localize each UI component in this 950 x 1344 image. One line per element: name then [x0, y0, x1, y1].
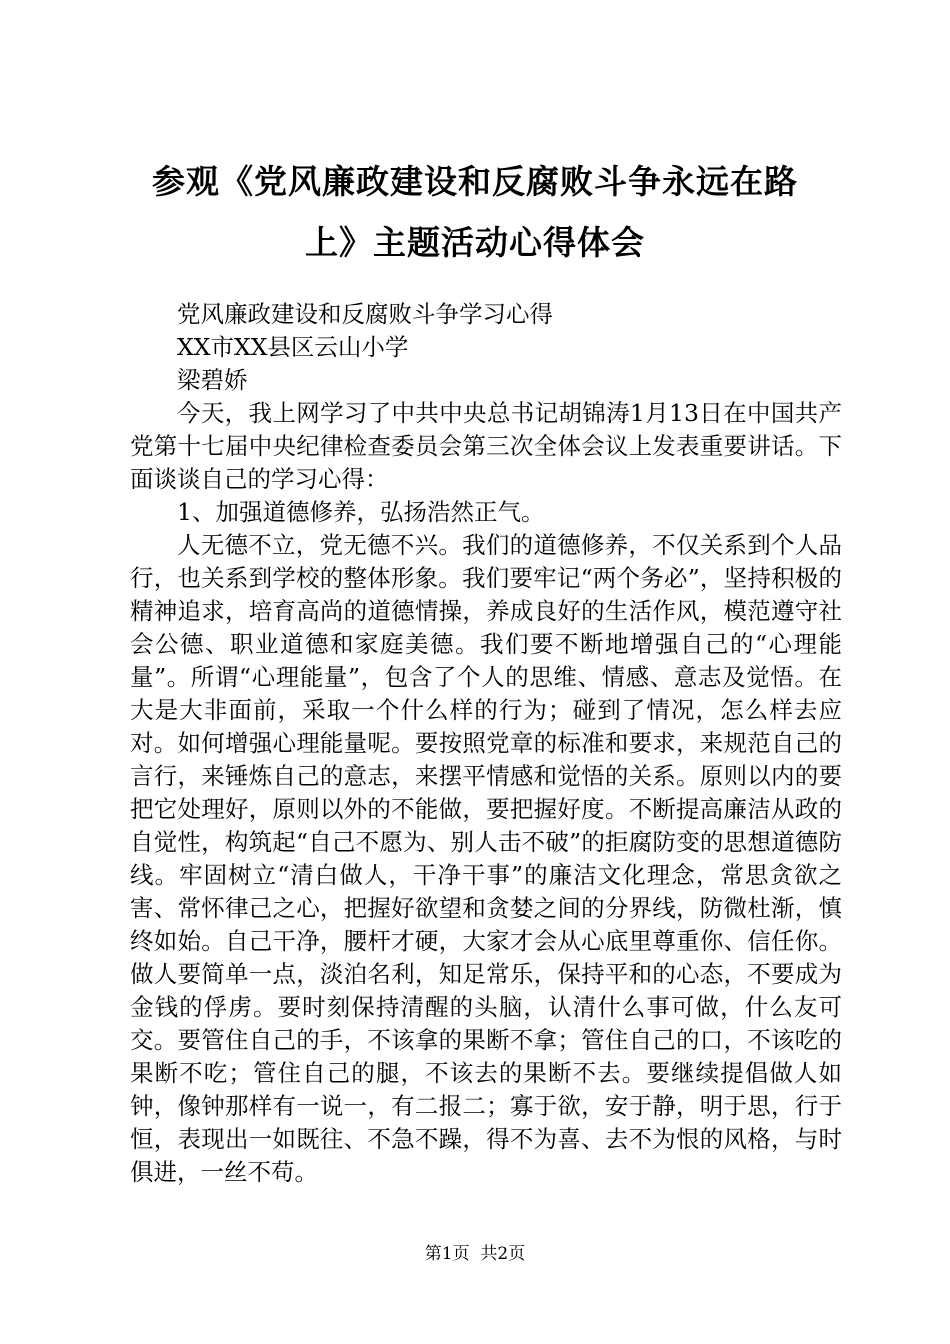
page-footer: 第1页 共2页	[424, 1244, 526, 1264]
document-body	[130, 298, 842, 1189]
school-name: XX市XX县区云山小学	[177, 333, 409, 361]
document-title-line-2: 上》主题活动心得体会	[305, 223, 645, 262]
document-title-line-1: 参观《党风廉政建设和反腐败斗争永远在路	[152, 162, 798, 201]
section-heading: 1、加强道德修养，弘扬浩然正气。	[177, 498, 545, 526]
document-subtitle: 党风廉政建设和反腐败斗争学习心得	[177, 300, 553, 328]
author-name: 梁碧娇	[177, 366, 248, 394]
paragraph-intro: 今天，我上网学习了中共中央总书记胡锦涛1月13日在中国共产党第十七届中央纪律检查委员会第三次全体会议上发表重要讲话。下面谈谈自己的学习心得：	[130, 399, 842, 493]
paragraph-main: 人无德不立，党无德不兴。我们的道德修养，不仅关系到个人品行，也关系到学校的整体形象。我们要牢记“两个务必”，坚持积极的精神追求，培育高尚的道德情操，养成良好的生活作风，模范遵守社会公德、职业道德和家庭美德。我们要不断地增强自己的“心理能量”。所谓“心理能量”，包含了个人的思维、情感、意志及觉悟。在大是大非面前，采取一个什么样的行为；碰到了情况，怎么样去应对。如何增强心理能量呢。要按照党章的标准和要求，来规范自己的言行，来锤炼自己的意志，来摆平情感和觉悟的关系。原则以内的要把它处理好，原则以外的不能做，要把握好度。不断提高廉洁从政的自觉性，构筑起“自己不愿为、别人击不破”的拒腐防变的思想道德防线。牢固树立“清白做人，干净干事”的廉洁文化理念，常思贪欲之害、常怀律己之心，把握好欲望和贪婪之间的分界线，防微杜渐，慎终如始。自己干净，腰杆才硬，大家才会从心底里尊重你、信任你。做人要简单一点，淡泊名利，知足常乐，保持平和的心态，不要成为金钱的俘虏。要时刻保持清醒的头脑，认清什么事可做，什么友可交。要管住自己的手，不该拿的果断不拿；管住自己的口，不该吃的果断不吃；管住自己的腿，不该去的果断不去。要继续提倡做人如钟，像钟那样有一说一，有二报二；寡于欲，安于静，明于思，行于恒，表现出一如既往、不急不躁，得不为喜、去不为恨的风格，与时俱进，一丝不苟。	[130, 531, 842, 1186]
